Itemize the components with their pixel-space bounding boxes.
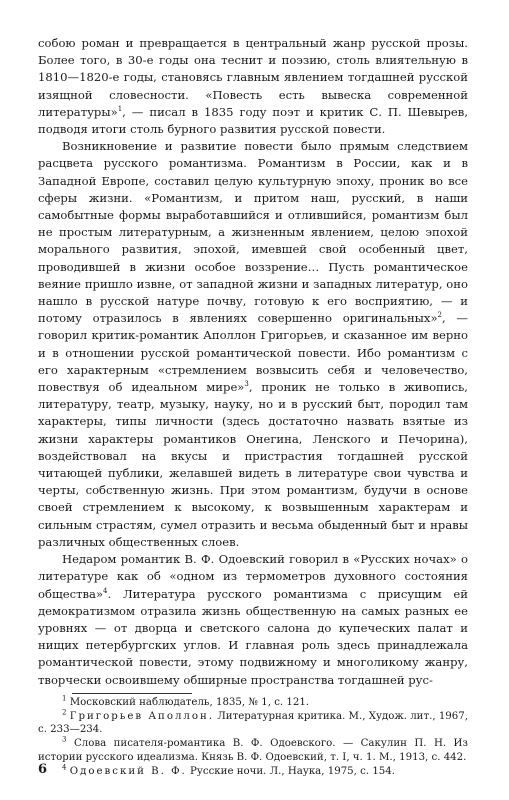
footnote-text: Московский наблюдатель, 1835, № 1, с. 121. (69, 696, 310, 708)
paragraph-2-part-a: Возникновение и развитие повести было прямым следствием расцвета русского романтизма. Романтизм в России, как и в Западной Европе, составил целую культурную эпоху, проник во все сферы жизни. «Романтизм, и притом наш, русский, в наши самобытные формы выработавшийся и отлившийся, романтизм был не простым литературным, а жизненным явлением, целою эпохой морального развития, эпохой, имевшей свой особенный цвет, проводившей в жизни особое воззрение… Пусть романтическое веяние пришло извне, от западной жизни и западных литератур, оно нашло в русской натуре почву, готовую к его восприятию, — и потому отразилось в явлениях совершенно оригинальных» (38, 139, 468, 326)
footnote-2 (38, 710, 468, 738)
paragraph-2 (38, 138, 468, 551)
footnotes (38, 696, 468, 779)
footnote-ref-1: 1 (117, 104, 123, 113)
paragraph-1 (38, 35, 468, 138)
footnote-ref-2: 2 (437, 311, 442, 320)
paragraph-3 (38, 551, 468, 689)
paragraph-1-tail: , — писал в 1835 году поэт и критик С. П. Шевырев, подводя итоги столь бурного развития русской повести. (38, 104, 468, 137)
footnote-text: Русские ночи. Л., Наука, 1975, с. 154. (186, 765, 395, 777)
page-number: 6 (38, 762, 48, 777)
footnote-number: 3 (62, 735, 67, 744)
paragraph-2-part-b: , — говорил критик-романтик Аполлон Григорьев, и сказанное им верно и в отношении русской романтической повести. Ибо романтизм с его характерным «стремлением возвысить себя и человечество, повествуя об идеальном мире» (38, 311, 468, 395)
footnote-text: Литературная критика. М., Худож. лит., 1967, с. 233—234. (38, 710, 468, 736)
footnote-ref-4: 4 (103, 586, 108, 595)
paragraph-2-part-c: , проник не только в живопись, литературу, театр, музыку, науку, но и в русский быт, породил там характеры, типы личности (здесь достаточно назвать взятые из жизни характеры романтиков Онегина, Ленского и Печорина), воздействовал на вкусы и пристрастия тогдашней русской читающей публики, желавшей видеть в литературе свои чувства и черты, собственную жизнь. При этом романтизм, будучи в основе своей стремлением к высокому, к возвышенным характерам и сильным страстям, сумел отразить и весьма обыденный быт и нравы различных общественных слоев. (38, 380, 468, 549)
footnote-ref-3: 3 (244, 380, 249, 389)
footnote-1 (38, 696, 468, 710)
footnote-author: Григорьев Аполлон. (69, 710, 215, 722)
footnote-text: Слова писателя-романтика В. Ф. Одоевского. — Сакулин П. Н. Из истории русского идеализма. Князь В. Ф. Одоевский, т. I, ч. 1. М., 1913, с. 442. (38, 738, 468, 763)
footnote-3 (38, 737, 468, 765)
paragraph-3-part-a: Недаром романтик В. Ф. Одоевский говорил в «Русских ночах» о литературе как об «одном из термометров духовного состояния общества» (38, 552, 468, 601)
paragraph-3-part-b: . Литература русского романтизма с присущим ей демократизмом отразила жизнь общественную на самых разных ее уровнях — от дворца и светского салона до купеческих палат и нищих петербургских углов. И главная роль здесь принадлежала романтической повести, этому подвижному и многоликому жанру, творчески освоившему обширные пространства тогдашней рус- (38, 586, 468, 687)
footnote-number: 2 (62, 708, 67, 717)
footnote-author: Одоевский В. Ф. (69, 765, 187, 777)
paragraph-1-text: собою роман и превращается в центральный жанр русской прозы. Более того, в 30-е годы она теснит и поэзию, столь влиятельную в 1810—1820-е годы, становясь главным явлением тогдашней русской изящной словесности. «Повесть есть вывеска современной литературы» (38, 36, 468, 119)
page-body (38, 35, 468, 779)
footnote-number: 4 (62, 763, 67, 772)
footnote-4 (38, 765, 468, 779)
footnote-number: 1 (62, 694, 67, 703)
footnote-divider (72, 693, 192, 694)
